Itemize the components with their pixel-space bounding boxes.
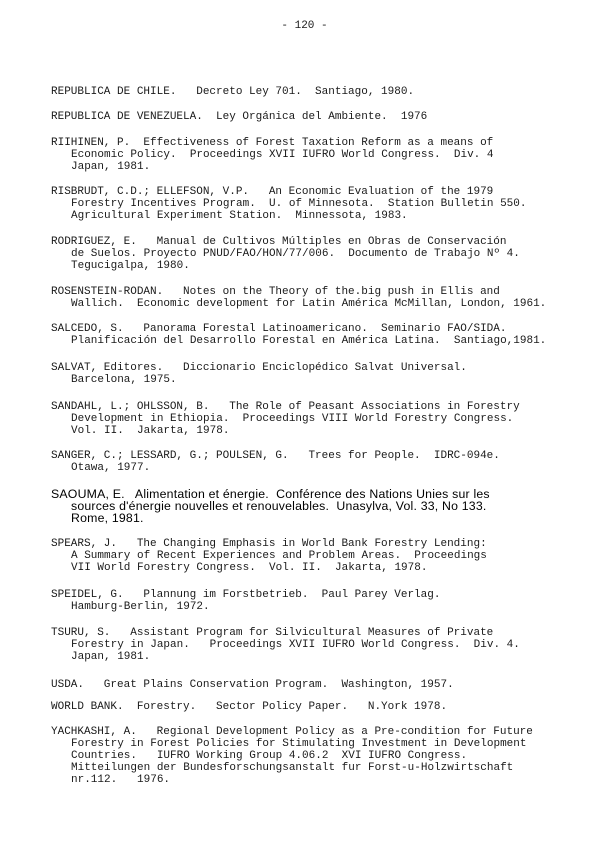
page-number: - 120 - [281,20,328,32]
reference-entry [51,362,467,386]
reference-line: de Suelos. Proyecto PNUD/FAO/HON/77/006. Documento de Trabajo Nº 4. [71,248,520,260]
reference-line: USDA. Great Plains Conservation Program. Washington, 1957. [51,679,454,691]
reference-line: SALCEDO, S. Panorama Forestal Latinoamericano. Seminario FAO/SIDA. [51,323,507,335]
reference-entry [51,186,526,222]
reference-line: Development in Ethiopia. Proceedings VIII World Forestry Congress. [71,413,514,425]
reference-line: Economic Policy. Proceedings XVII IUFRO World Congress. Div. 4 [71,149,494,161]
reference-line: YACHKASHI, A. Regional Development Policy as a Pre-condition for Future [51,726,533,738]
reference-entry [51,111,427,123]
reference-line: SANGER, C.; LESSARD, G.; POULSEN, G. Trees for People. IDRC-094e. [51,450,500,462]
reference-entry [51,401,520,437]
reference-line: Wallich. Economic development for Latin América McMillan, London, 1961. [71,298,547,310]
reference-line: Forestry in Japan. Proceedings XVII IUFRO World Congress. Div. 4. [71,639,520,651]
reference-entry [51,236,520,272]
reference-line: sources d'énergie nouvelles et renouvelables. Unasylva, Vol. 33, No 133. [71,499,487,513]
reference-line: Planificación del Desarrollo Forestal en América Latina. Santiago,1981. [71,335,547,347]
reference-line: SPEARS, J. The Changing Emphasis in World Bank Forestry Lending: [51,538,487,550]
reference-entry [51,726,533,786]
reference-line: Agricultural Experiment Station. Minnessota, 1983. [71,210,408,222]
reference-line: SAOUMA, E. Alimentation et énergie. Conférence des Nations Unies sur les [51,487,490,501]
reference-line: Forestry Incentives Program. U. of Minnesota. Station Bulletin 550. [71,198,527,210]
reference-entry [51,286,546,310]
reference-entry [51,679,454,691]
reference-line: Vol. II. Jakarta, 1978. [71,425,230,437]
reference-line: REPUBLICA DE CHILE. Decreto Ley 701. Santiago, 1980. [51,86,415,98]
reference-line: Hamburg-Berlin, 1972. [71,601,210,613]
reference-line: SPEIDEL, G. Plannung im Forstbetrieb. Paul Parey Verlag. [51,589,441,601]
reference-line: A Summary of Recent Experiences and Problem Areas. Proceedings [71,550,487,562]
reference-line: Countries. IUFRO Working Group 4.06.2 XVI IUFRO Congress. [71,750,468,762]
reference-line: Barcelona, 1975. [71,374,177,386]
reference-line: SANDAHL, L.; OHLSSON, B. The Role of Peasant Associations in Forestry [51,401,520,413]
reference-entry [51,86,414,98]
reference-line: RODRIGUEZ, E. Manual de Cultivos Múltiples en Obras de Conservación [51,236,507,248]
reference-line: Otawa, 1977. [71,462,151,474]
reference-line: REPUBLICA DE VENEZUELA. Ley Orgánica del Ambiente. 1976 [51,111,428,123]
reference-line: Rome, 1981. [71,511,144,525]
reference-line: TSURU, S. Assistant Program for Silvicultural Measures of Private [51,627,494,639]
reference-entry [51,323,546,347]
reference-line: Mitteilungen der Bundesforschungsanstalt fur Forst-u-Holzwirtschaft [71,762,514,774]
reference-entry [51,701,447,713]
reference-entry [51,488,490,524]
reference-line: Japan, 1981. [71,651,151,663]
reference-line: Forestry in Forest Policies for Stimulating Investment in Development [71,738,527,750]
reference-line: RISBRUDT, C.D.; ELLEFSON, V.P. An Economic Evaluation of the 1979 [51,186,494,198]
reference-line: nr.112. 1976. [71,774,171,786]
reference-line: SALVAT, Editores. Diccionario Enciclopédico Salvat Universal. [51,362,467,374]
reference-entry [51,450,500,474]
reference-line: ROSENSTEIN-RODAN. Notes on the Theory of the.big push in Ellis and [51,286,500,298]
reference-entry [51,538,487,574]
reference-line: WORLD BANK. Forestry. Sector Policy Paper. N.York 1978. [51,701,448,713]
reference-line: RIIHINEN, P. Effectiveness of Forest Taxation Reform as a means of [51,137,494,149]
reference-entry [51,137,493,173]
reference-entry [51,627,520,663]
reference-line: Japan, 1981. [71,161,151,173]
reference-entry [51,589,440,613]
reference-line: VII World Forestry Congress. Vol. II. Jakarta, 1978. [71,562,428,574]
reference-line: Tegucigalpa, 1980. [71,260,190,272]
